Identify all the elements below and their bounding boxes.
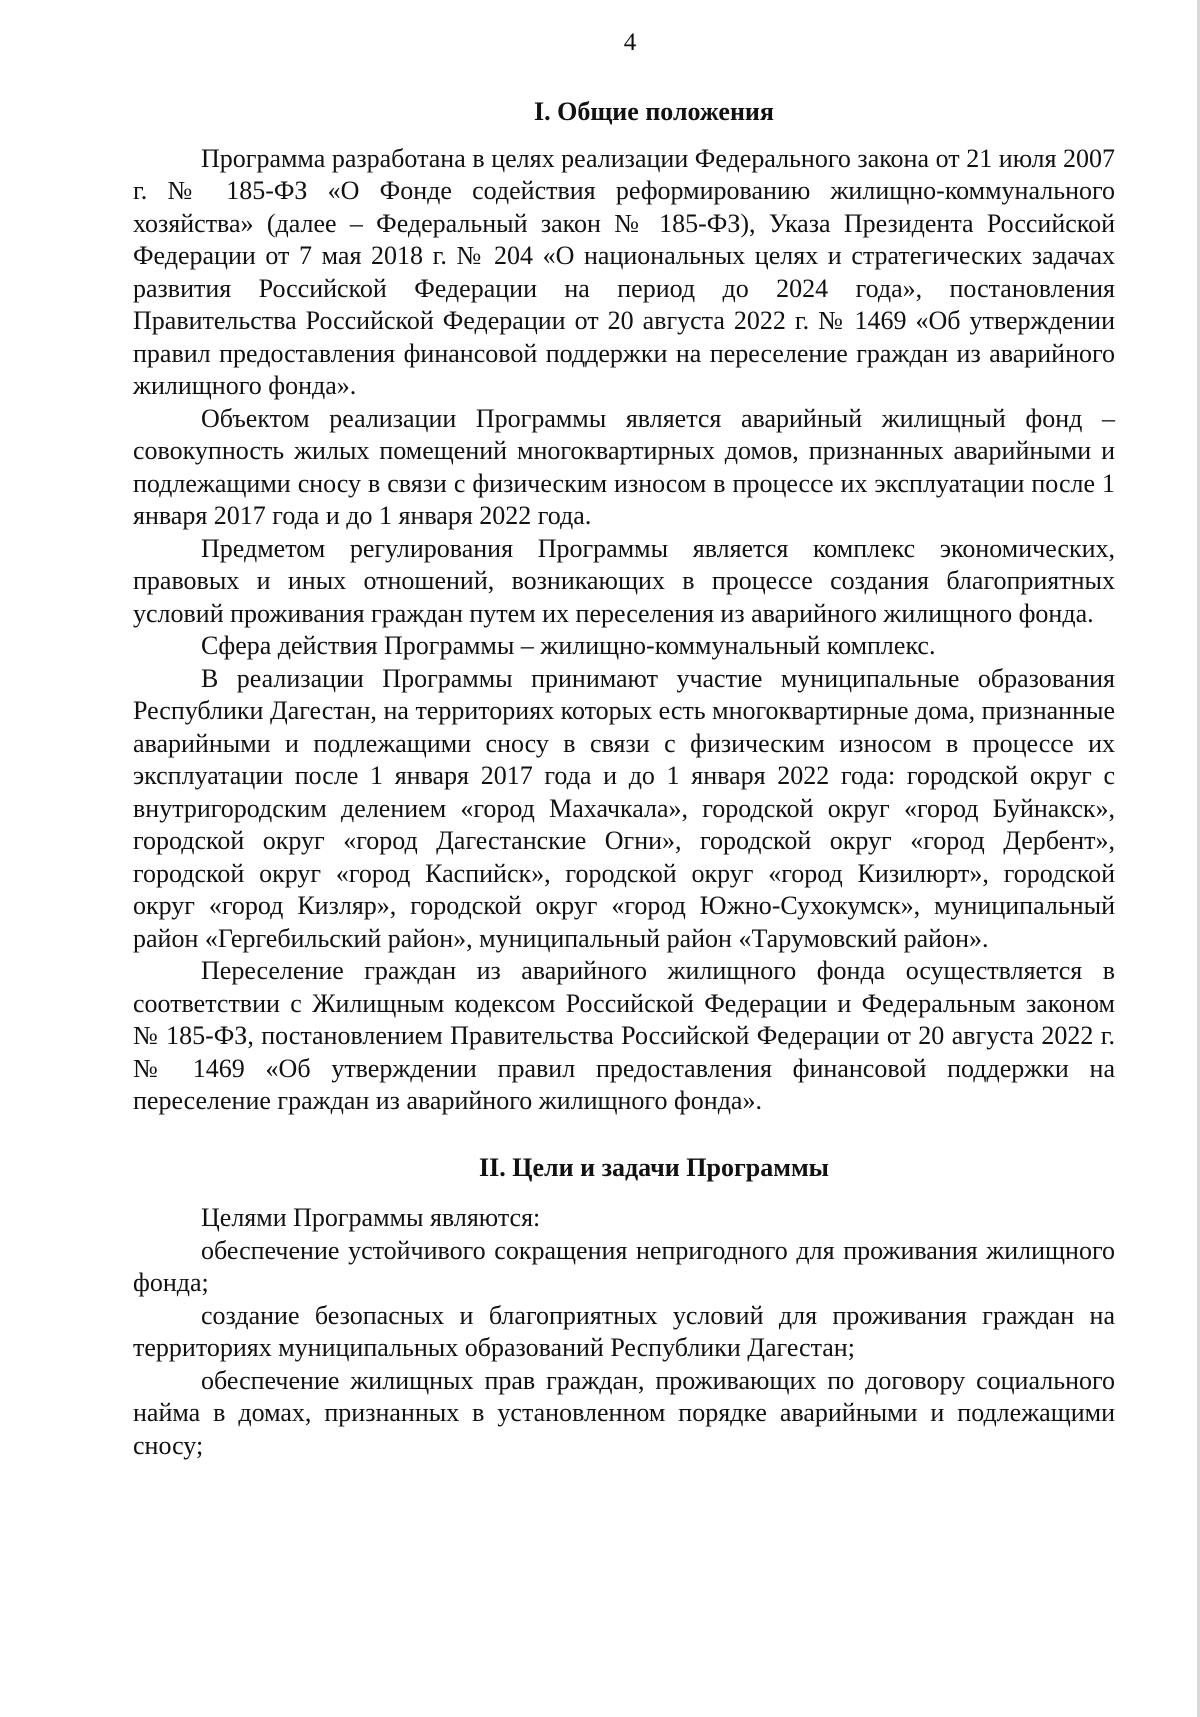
paragraph: Сфера действия Программы – жилищно-коммунальный комплекс. (201, 631, 936, 660)
paragraph: Переселение граждан из аварийного жилищного фонда осуществляется в соответствии с Жилищным кодексом Российской Федерации и Федеральным законом № 185-ФЗ, постановлением Правительства Российской Федерации от 20 августа 2022 г. № 1469 «Об утверждении правил предоставления финансовой поддержки на переселение граждан из аварийного жилищного фонда». (133, 956, 1115, 1115)
paragraph: В реализации Программы принимают участие муниципальные образования Республики Дагестан, на территориях которых есть многоквартирные дома, признанные аварийными и подлежащими сносу в связи с физическим износом в процессе их эксплуатации после 1 января 2017 года и до 1 января 2022 года: городской округ с внутригородским делением «город Махачкала», городской округ «город Буйнакск», городской округ «город Дагестанские Огни», городской округ «город Дербент», городской округ «город Каспийск», городской округ «город Кизилюрт», городской округ «город Кизляр», городской округ «город Южно-Сухокумск», муниципальный район «Гергебильский район», муниципальный район «Тарумовский район». (133, 663, 1115, 953)
paragraph: создание безопасных и благоприятных условий для проживания граждан на территориях муниципальных образований Республики Дагестан; (133, 1300, 1115, 1362)
paragraph: Программа разработана в целях реализации Федерального закона от 21 июля 2007 г. № 185-ФЗ «О Фонде содействия реформированию жилищно-коммунального хозяйства» (далее – Федеральный закон № 185-ФЗ), Указа Президента Российской Федерации от 7 мая 2018 г. № 204 «О национальных целях и стратегических задачах развития Российской Федерации на период до 2024 года», постановления Правительства Российской Федерации от 20 августа 2022 г. № 1469 «Об утверждении правил предоставления финансовой поддержки на переселение граждан из аварийного жилищного фонда». (133, 143, 1115, 400)
paragraph: обеспечение устойчивого сокращения непригодного для проживания жилищного фонда; (133, 1235, 1115, 1297)
section-goals-and-objectives (133, 1152, 1115, 1463)
page-number: 4 (623, 29, 637, 56)
paragraph: Целями Программы являются: (201, 1203, 541, 1232)
section-title: II. Цели и задачи Программы (479, 1152, 829, 1182)
document-body (133, 96, 1115, 1462)
paragraph: Предметом регулирования Программы является комплекс экономических, правовых и иных отношений, возникающих в процессе создания благоприятных условий проживания граждан путем их переселения из аварийного жилищного фонда. (133, 533, 1115, 628)
paragraph: Объектом реализации Программы является аварийный жилищный фонд – совокупность жилых помещений многоквартирных домов, признанных аварийными и подлежащими сносу в связи с физическим износом в процессе их эксплуатации после 1 января 2017 года и до 1 января 2022 года. (133, 403, 1115, 530)
paragraph: обеспечение жилищных прав граждан, проживающих по договору социального найма в домах, признанных в установленном порядке аварийными и подлежащими сносу; (133, 1365, 1115, 1460)
section-title: I. Общие положения (534, 97, 774, 126)
section-general-provisions (133, 96, 1115, 1118)
